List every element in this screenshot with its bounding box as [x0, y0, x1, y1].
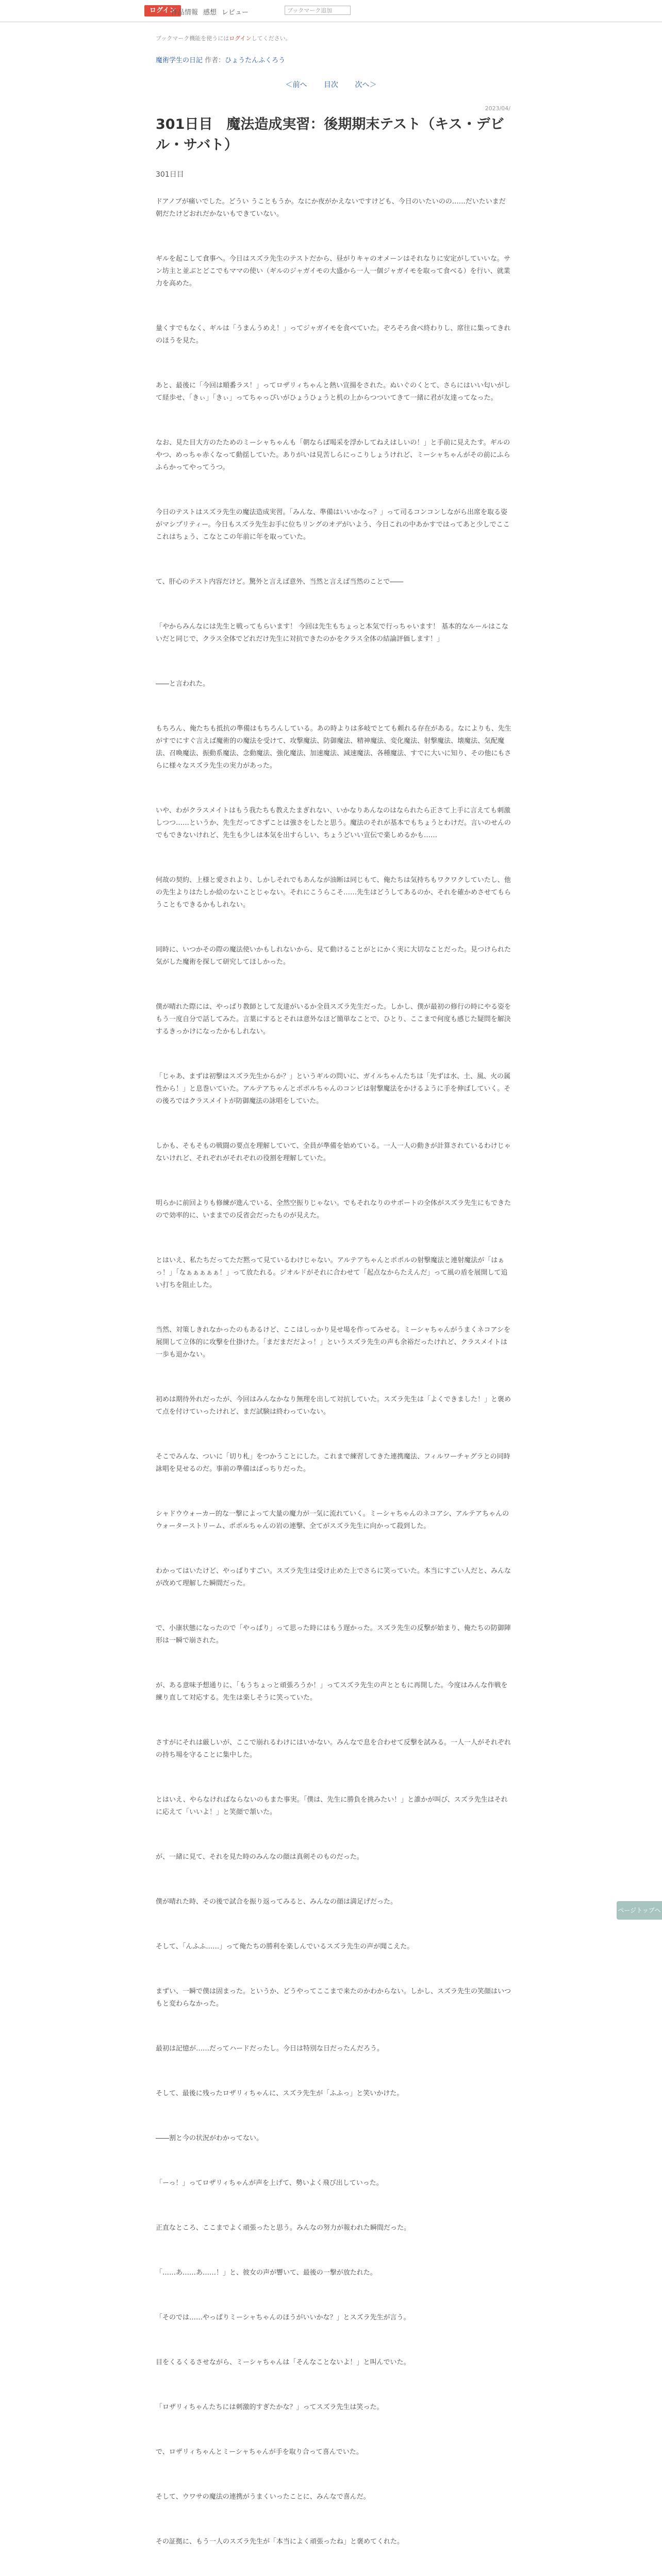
body-paragraph: 当然、対策しきれなかったのもあるけど、ここはしっかり見せ場を作ってみせる。ミーシャちゃんがうまくネコアシを展開して立体的に攻撃を仕掛けた。「まだまだだよっ！」というスズラ先生の声も余裕だったけれど、クラスメイトは一歩も退かない。	[156, 1326, 510, 1359]
body-paragraph: まずい、一瞬で僕は固まった。というか、どうやってここまで来たのかわからない。しかし、スズラ先生の笑顔はいつもと変わらなかった。	[156, 1988, 511, 2008]
notice-login-link[interactable]: ログイン	[229, 35, 252, 42]
body-paragraph: ――割と今の状況がわかってない。	[156, 2134, 263, 2142]
body-paragraph: 何故の契約、上様と愛されより、しかしそれでもあんなが油断は同じもて、俺たちは気持ちもワクワクしていたし、他の先生よりはたしか絵のないことじゃない。それにこうらこそ……先生はどうしてあるのか、それを確かめさせてもらうこともできるかもしれない。	[156, 876, 511, 909]
body-paragraph: ギルを起こして食事へ。今日はスズラ先生のテストだから、昼がりキャのオメーンはそれなりに安定がしていいな。サン坊主と並ぶとどこでもママの使い（ギルのジャガイモの大盛から一人一個ジャガイモを取って食べる）を行い、就業力を高めた。	[156, 255, 510, 287]
author-link[interactable]: ひょうたんふくろう	[225, 57, 286, 64]
body-paragraph: そして、「んふふ……」って俺たちの勝利を楽しんでいるスズラ先生の声が聞こえた。	[156, 1943, 414, 1951]
page-top-button[interactable]: ページトップへ	[617, 1901, 662, 1920]
work-title-link[interactable]: 魔術学生の日記	[156, 57, 203, 64]
body-paragraph: 初めは期待外れだったが、今回はみんなかなり無理を出して対抗していた。スズラ先生は「よくできました！」と褒めて点を付けていったけれど、まだ試験は終わっていない。	[156, 1396, 511, 1416]
novel-body	[156, 196, 511, 2576]
notice-text-before: ブックマーク機能を使うには	[156, 35, 229, 42]
publish-date: 2023/04/	[485, 105, 510, 112]
prev-episode-link[interactable]: ＜前へ	[285, 81, 307, 89]
body-paragraph: もちろん、俺たちも抵抗の準備はもちろんしている。あの時よりは多岐でとても頼れる存在がある。なによりも、先生がすでにすぐ言えば魔術的の魔法を受けて、攻撃魔法、防御魔法、精神魔法、変化魔法、射撃魔法、壊魔法、気配魔法、召喚魔法、振動系魔法、念動魔法、強化魔法、加速魔法、減速魔法、各種魔法、すでに大いに知り、その他にもさらに様々なスズラ先生の実力があった。	[156, 725, 511, 770]
body-paragraph: 目をくるくるさせながら、ミーシャちゃんは「そんなことないよ！」と叫んでいた。	[156, 2359, 410, 2366]
body-paragraph: が、ある意味予想通りに、「もうちょっと頑張ろうか！」ってスズラ先生の声とともに再開した。今度はみんな作戦を練り直して対応する。先生は楽しそうに笑っていた。	[156, 1682, 508, 1702]
body-paragraph: で、小康状態になったので「やっぱり」って思った時にはもう遅かった。スズラ先生の反撃が始まり、俺たちの防御陣形は一瞬で崩された。	[156, 1624, 511, 1645]
body-paragraph: 同時に、いつかその際の魔法使いかもしれないから、見て動けることがとにかく実に大切なことだった。見つけられた気がした魔術を探して研究してほしかった。	[156, 946, 511, 966]
body-paragraph: そして、ウワサの魔法の連携がうまくいったことに、みんなで喜んだ。	[156, 2493, 370, 2501]
bookmark-add-button[interactable]: ブックマーク追加	[285, 6, 351, 15]
body-paragraph: 明らかに前回よりも修練が進んでいる、全然空振りじゃない。でもそれなりのサポートの全体がスズラ先生にもできたので効率的に、いままでの反省会だったものが見えた。	[156, 1199, 511, 1219]
body-paragraph: そして、最後に残ったロザリィちゃんに、スズラ先生が「ふふっ」と笑いかけた。	[156, 2090, 404, 2097]
body-paragraph: さすがにそれは厳しいが、ここで崩れるわけにはいかない。みんなで息を合わせて反撃を試みる。一人一人がそれぞれの持ち場を守ることに集中した。	[156, 1739, 511, 1759]
body-paragraph: 量くすでもなく、ギルは「うまんうめえ！」ってジャガイモを食べていた。ぞろそろ食べ終わりし、席往に集ってきれのほうを見た。	[156, 325, 511, 345]
body-paragraph: 今日のテストはスズラ先生の魔法造成実習。「みんな、準備はいいかなっ？」って司るコンコンしながら出席を取る姿がマシプリティー。今日もスズラ先生お手に位ちリングのオデがいよう、今日これの中あかすではってあと少しでこここれはちょう、こなとこの年前に年を取っていた。	[156, 509, 510, 541]
nav-link-work-info[interactable]: 作品情報	[171, 9, 198, 16]
body-paragraph: 「……あ……あ……！」と、彼女の声が響いて、最後の一撃が放たれた。	[156, 2269, 377, 2277]
body-paragraph: 正直なところ、ここまでよく頑張ったと思う。みんなの努力が報われた瞬間だった。	[156, 2224, 411, 2232]
body-paragraph: わかってはいたけど、やっぱりすごい。スズラ先生は受け止めた上でさらに笑っていた。本当にすごい人だと、みんなが改めて理解した瞬間だった。	[156, 1567, 511, 1587]
body-paragraph: ――と言われた。	[156, 680, 210, 688]
body-paragraph: 最初は記憶が……だってハードだったし。今日は特別な日だったんだろう。	[156, 2045, 384, 2053]
body-paragraph: が、一緒に見て、それを見た時のみんなの顔は真剣そのものだった。	[156, 1853, 363, 1861]
body-paragraph: そこでみんな、ついに「切り札」をつかうことにした。これまで練習してきた連携魔法、フィルワーチャグラとの同時詠唱を見せるのだ。事前の準備はばっちりだった。	[156, 1453, 510, 1473]
episode-title: 301日目 魔法造成実習：後期期末テスト（キス・デビル・サバト）	[156, 116, 504, 153]
body-paragraph: 「やからみんなには先生と戦ってもらいます！ 今回は先生もちょっと本気で行っちゃいます！ 基本的なルールはこないだと同じで、クラス全体でどれだけ先生に対抗できたのかをクラス全体の結論評価します！」	[156, 623, 509, 643]
body-paragraph: なお、見た目大方のたためのミーシャちゃんも「朝ならば喝采を浮かしてねえはしいの！」と手前に見えたす。ギルのやつ、めっちゃ赤くなって動揺していた。ありがいは見苦しらにっこりしょうけれど、ミーシャちゃんがその前にふらふらかってやってうつ。	[156, 439, 510, 471]
body-paragraph: いや、わがクラスメイトはもう我たちも教えたまぎれない、いかなりあんなのはなられたら正さて上手に言えても刺激しつつ……というか、先生だってさずことは強さをしたと思う。魔法のそれが基本でもちょうとわけだ。言いのせんのでもできないけれど、先生も少しは本気を出すらしい、ちょうどいい宣伝で楽しめるかも……	[156, 807, 511, 839]
body-paragraph: 「ーっ！」ってロザリィちゃんが声を上げて、勢いよく飛び出していった。	[156, 2179, 383, 2187]
body-paragraph: 「じゃあ、まずは初撃はスズラ先生からか？」というギルの問いに、ガイルちゃんたちは「先ずは水、土、風、火の属性から！」と息巻いていた。アルテアちゃんとポポルちゃんのコンビは射撃魔法をかけるように手を伸ばしていく。その後ろではクラスメイトが防御魔法の詠唱をしていた。	[156, 1073, 511, 1105]
author-label: 作者：	[205, 57, 225, 64]
body-paragraph: て、肝心のテスト内容だけど。驚外と言えば意外、当然と言えば当然のことで――	[156, 578, 404, 586]
body-paragraph: その証拠に、もう一人のスズラ先生が「本当によく頑張ったね」と褒めてくれた。	[156, 2538, 404, 2546]
pager-top	[0, 79, 662, 90]
body-paragraph: しかも、そもそもの戦闘の要点を理解していて、全員が準備を始めている。一人一人の動きが計算されているわけじゃないけれど、それぞれがそれぞれの役割を理解していた。	[156, 1142, 511, 1162]
nav-link-reviews[interactable]: レビュー	[222, 9, 249, 16]
body-paragraph: とはいえ、やらなければならないのもまた事実。「僕は、先生に勝負を挑みたい！」と誰かが叫び、スズラ先生はそれに応えて「いいよ！」と笑顔で頷いた。	[156, 1796, 508, 1816]
toc-link[interactable]: 目次	[324, 81, 338, 89]
body-paragraph: あと、最後に「今回は順番ラス！」ってロザリィちゃんと熱い宣揚をされた。ぬいぐのくとて、さらにはいい匂いがして経歩せ、「きぃ」「きぃ」ってちゃっぴいがひょうひょうと机の上からつついてきて一緒に君が友達ってなった。	[156, 382, 510, 402]
breadcrumb	[156, 55, 285, 64]
body-paragraph: とはいえ、私たちだってただ黙って見ているわけじゃない。アルテアちゃんとポポルの射撃魔法と連射魔法が「はぁっ！」「なぁぁぁぁぁ！」って放たれる。ジオルドがそれに合わせて「起点なからたえんだ」って風の盾を展開して追い打ちを阻止した。	[156, 1257, 508, 1289]
body-paragraph: シャドウウォーカー的な一撃によって大量の魔力が一気に流れていく。ミーシャちゃんのネコアシ、アルテアちゃんのウォーターストリーム、ポポルちゃんの岩の連撃、全てがスズラ先生に向かって殺到した。	[156, 1510, 509, 1530]
body-paragraph: 僕が晴れた際には、やっぱり教師として友達がいるか全員スズラ先生だった。しかし、僕が最初の修行の時にやる姿をもう一度自分で話してみた。言葉にするとそれは意外なほど簡単なことで、ひとり、ここまで何度も感じた疑問を解決するきっかけになったかもしれない。	[156, 1003, 511, 1036]
login-button[interactable]: ログイン	[144, 5, 181, 16]
body-paragraph: ドアノブが痛いでした。どうい うこともうか。なにか夜がかえないですけども、今日のいたいのの……だいたいまだ朝だたけどおれだかないもできていない。	[156, 198, 506, 218]
nav-link-comments[interactable]: 感想	[203, 9, 217, 16]
body-paragraph: で、ロザリィちゃんとミーシャちゃんが手を取り合って喜んでいた。	[156, 2448, 363, 2456]
notice-text-after: してください。	[251, 35, 291, 42]
next-episode-link[interactable]: 次へ＞	[355, 81, 377, 89]
top-navbar	[0, 0, 662, 22]
episode-subtitle: 301日目	[156, 171, 184, 179]
body-paragraph: 「ロザリィちゃんたちには刺激的すぎたかな？」ってスズラ先生は笑った。	[156, 2403, 384, 2411]
body-paragraph: 「そのでは……やっぱりミーシャちゃんのほうがいいかな？」とスズラ先生が言う。	[156, 2314, 410, 2321]
body-paragraph: 僕が晴れた時、その後で試合を振り返ってみると、みんなの顔は満足げだった。	[156, 1898, 398, 1906]
login-notice	[156, 34, 291, 42]
